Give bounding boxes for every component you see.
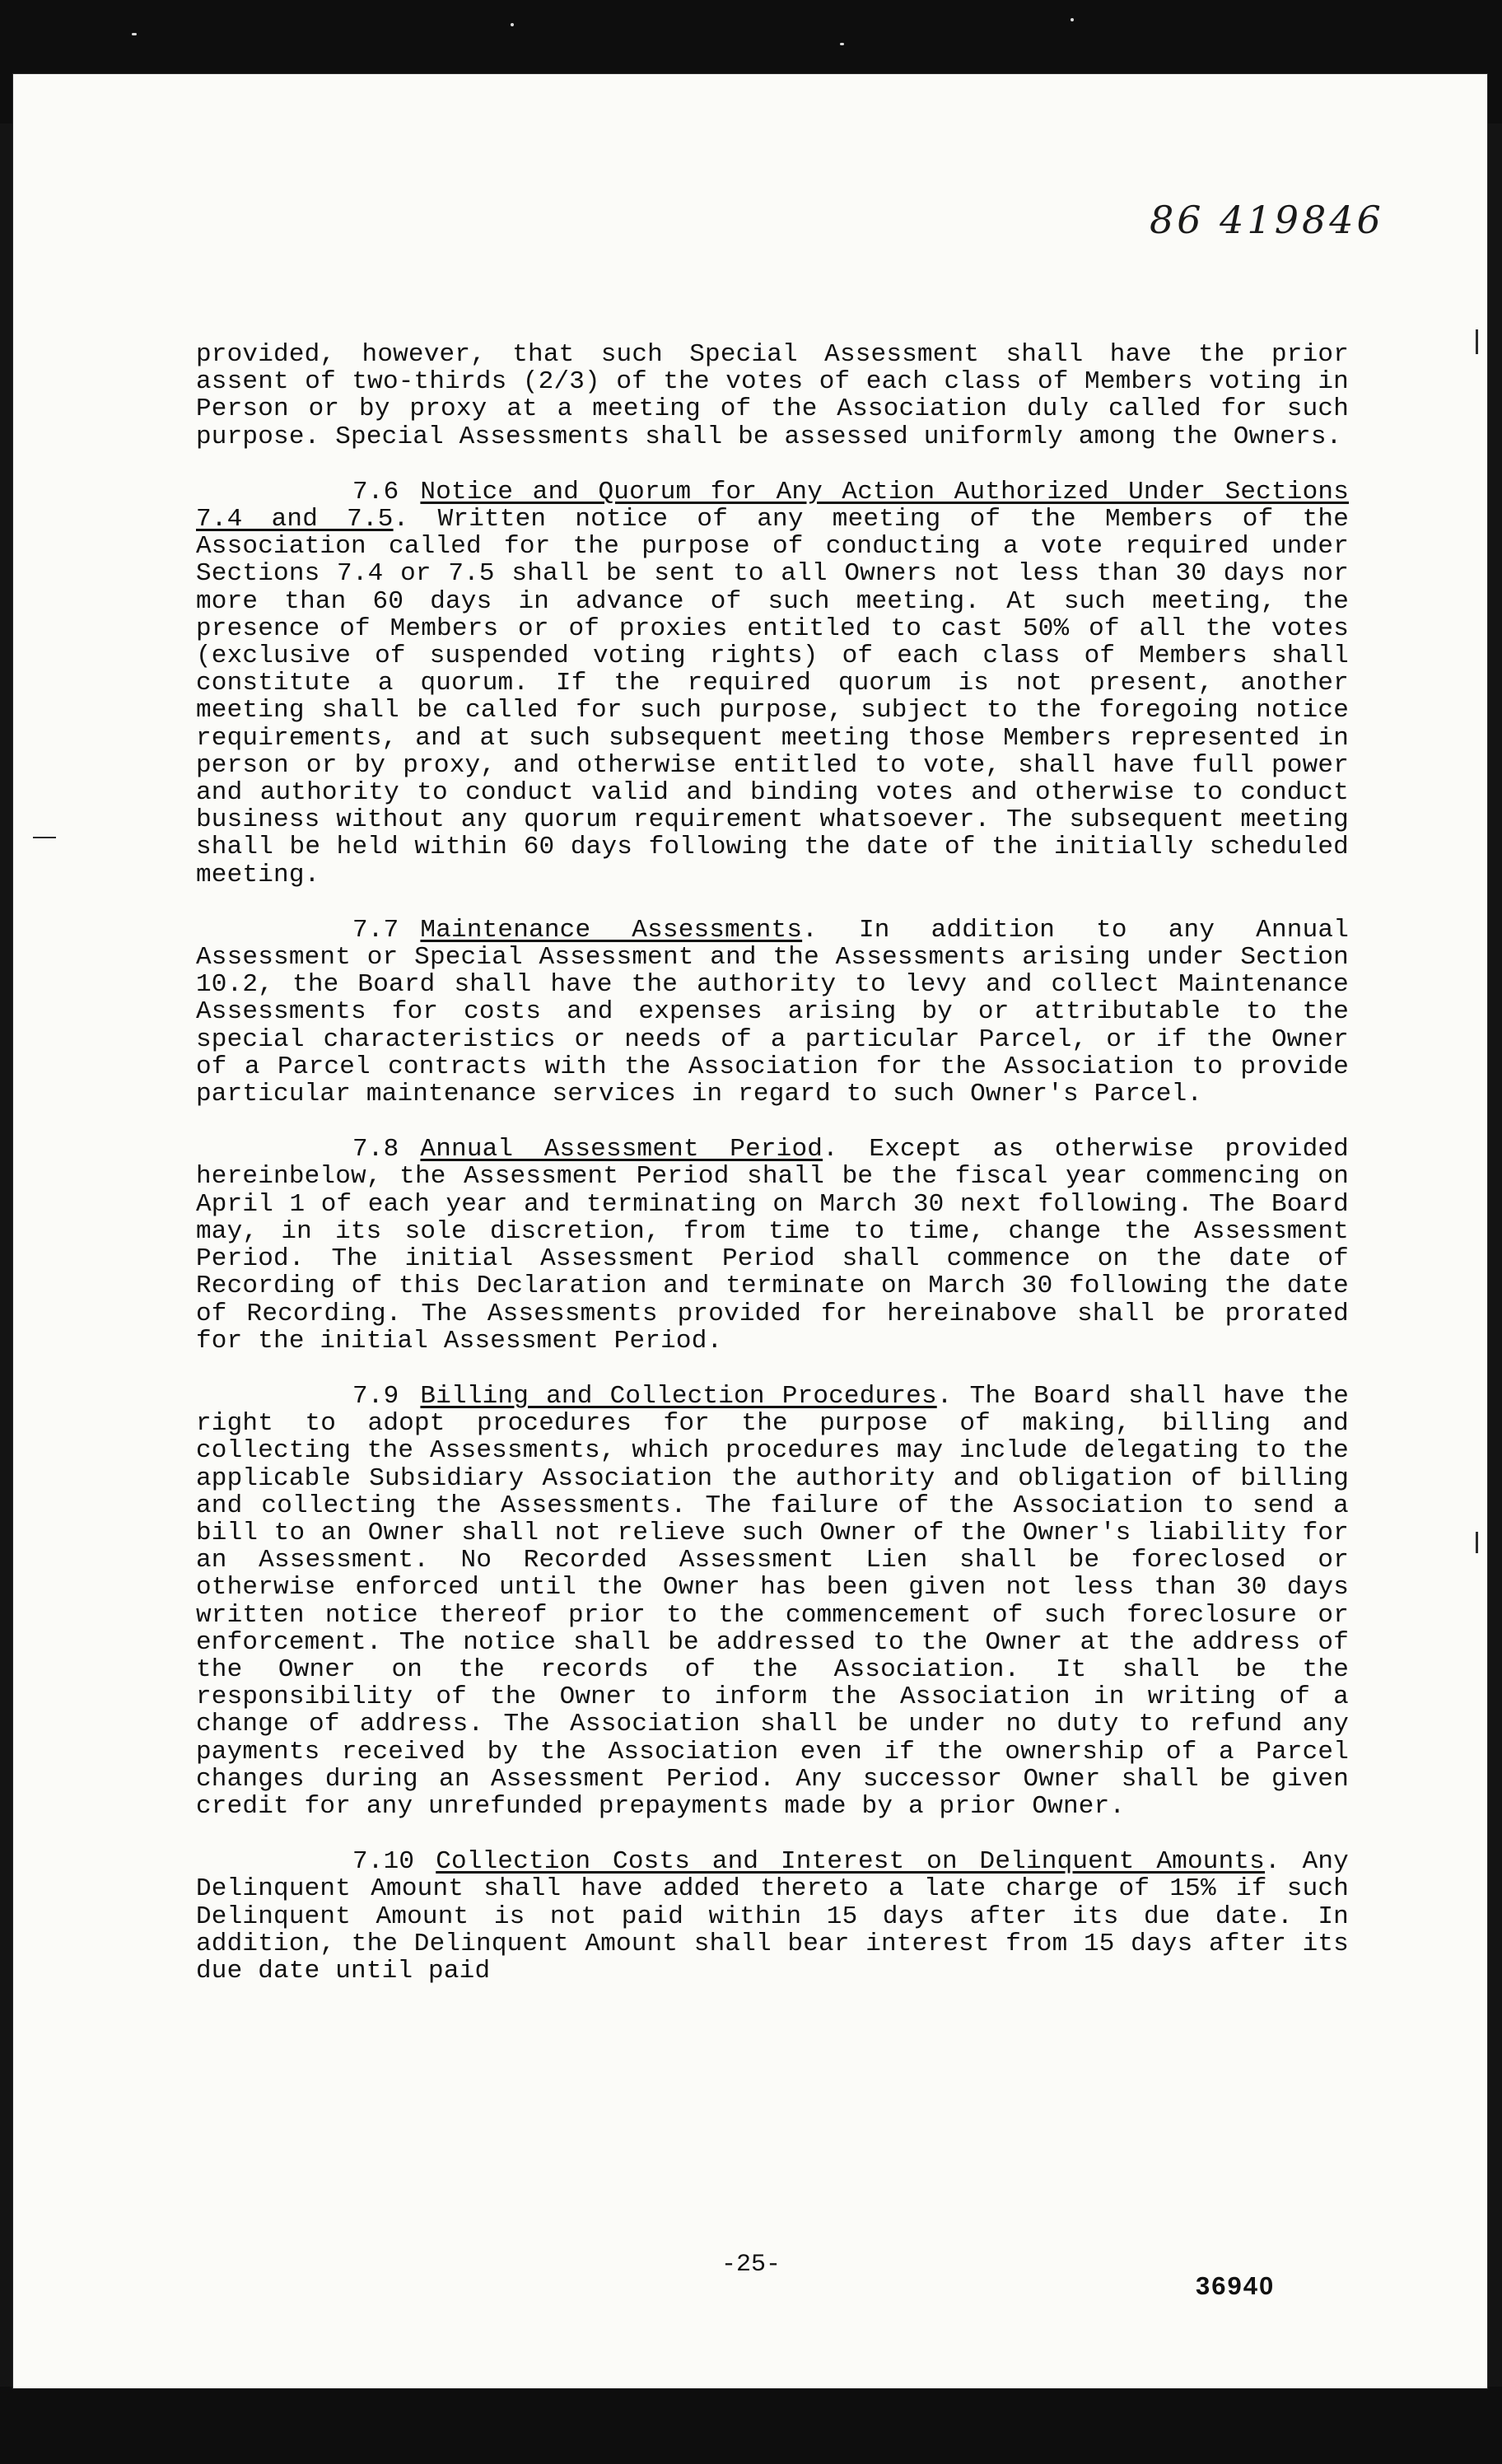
scan-speck: [511, 23, 514, 26]
section-text: The Board shall have the right to adopt procedures for the purpose of making, billing and collecting the Assessments, which procedures may include delegating to the applicable Subsidiary Association the authority and obligation of billing and collecting the Assessments. The failure of the Association to send a bill to an Owner shall not relieve such Owner of the Owner's liability for an Assessment. No Recorded Assessment Lien shall be foreclosed or otherwise enforced until the Owner has been given not less than 30 days written notice thereof prior to the commencement of such foreclosure or enforcement. The notice shall be addressed to the Owner at the address of the Owner on the records of the Association. It shall be the responsibility of the Owner to inform the Association in writing of a change of address. The Association shall be under no duty to refund any payments received by the Association even if the ownership of a Parcel changes during an Assessment Period. Any successor Owner shall be given credit for any unrefunded prepayments made by a prior Owner.: [196, 1381, 1350, 1821]
section-7-7: 7.7 Maintenance Assessments. In addition to any Annual Assessment or Special Assessment and the Assessments arising under Section 10.2, the Board shall have the authority to levy and collect Maintenance Assessments for costs and expenses arising by or attributable to the special characteristics or needs of a particular Parcel, or if the Owner of a Parcel contracts with the Association for the Association to provide particular maintenance services in regard to such Owner's Parcel.: [196, 915, 1349, 1109]
section-heading: Annual Assessment Period: [420, 1135, 823, 1164]
section-number: 7.10: [352, 1847, 415, 1877]
document-code: 36940: [1196, 2271, 1276, 2300]
section-number: 7.6: [352, 477, 399, 506]
scan-border-bottom: [0, 2387, 1502, 2464]
section-7-9: 7.9 Billing and Collection Procedures. The Board shall have the right to adopt procedures for the purpose of making, billing and collecting the Assessments, which procedures may include delegating to the applicable Subsidiary Association the authority and obligation of billing and collecting the Assessments. The failure of the Association to send a bill to an Owner shall not relieve such Owner of the Owner's liability for an Assessment. No Recorded Assessment Lien shall be foreclosed or otherwise enforced until the Owner has been given not less than 30 days written notice thereof prior to the commencement of such foreclosure or enforcement. The notice shall be addressed to the Owner at the address of the Owner on the records of the Association. It shall be the responsibility of the Owner to inform the Association in writing of a change of address. The Association shall be under no duty to refund any payments received by the Association even if the ownership of a Parcel changes during an Assessment Period. Any successor Owner shall be given credit for any unrefunded prepayments made by a prior Owner.: [196, 1381, 1350, 1821]
page-edge-mark: [1476, 1532, 1478, 1553]
scan-speck: [1071, 18, 1074, 21]
document-body: [196, 341, 1349, 2013]
section-text: Except as otherwise provided hereinbelow, the Assessment Period shall be the fiscal year commencing on April 1 of each year and terminating on March 30 next following. The Board may, in its sole discretion, from time to time, change the Assessment Period. The initial Assessment Period shall commence on the date of Recording of this Declaration and terminate on March 30 following the date of Recording. The Assessments provided for hereinabove shall be prorated for the initial Assessment Period.: [196, 1135, 1349, 1356]
scan-speck: [840, 43, 844, 45]
section-number: 7.9: [352, 1381, 399, 1411]
page-number: -25-: [721, 2251, 781, 2279]
paragraph-continuation: [196, 341, 1349, 450]
section-7-6: 7.6 Notice and Quorum for Any Action Authorized Under Sections 7.4 and 7.5. Written notice of any meeting of the Members of the Association called for the purpose of conducting a vote required under Sections 7.4 or 7.5 shall be sent to all Owners not less than 30 days nor more than 60 days in advance of such meeting. At such meeting, the presence of Members or of proxies entitled to cast 50% of all the votes (exclusive of suspended voting rights) of each class of Members shall constitute a quorum. If the required quorum is not present, another meeting shall be called for such purpose, subject to the foregoing notice requirements, and at such subsequent meeting those Members represented in person or by proxy, and otherwise entitled to vote, shall have full power and authority to conduct valid and binding votes and otherwise to conduct business without any quorum requirement whatsoever. The subsequent meeting shall be held within 60 days following the date of the initially scheduled meeting.: [196, 477, 1349, 889]
section-heading: Notice and Quorum for Any Action Authorized Under Sections 7.4 and 7.5: [196, 477, 1349, 534]
section-7-8: 7.8 Annual Assessment Period. Except as otherwise provided hereinbelow, the Assessment Period shall be the fiscal year commencing on April 1 of each year and terminating on March 30 next following. The Board may, in its sole discretion, from time to time, change the Assessment Period. The initial Assessment Period shall commence on the date of Recording of this Declaration and terminate on March 30 following the date of Recording. The Assessments provided for hereinabove shall be prorated for the initial Assessment Period.: [196, 1135, 1349, 1356]
paragraph-text: provided, however, that such Special Assessment shall have the prior assent of two-thirds (2/3) of the votes of each class of Members voting in Person or by proxy at a meeting of the Association duly called for such purpose. Special Assessments shall be assessed uniformly among the Owners.: [196, 340, 1349, 451]
scan-speck: [132, 33, 137, 35]
section-number: 7.7: [352, 915, 399, 945]
section-text: Any Delinquent Amount shall have added thereto a late charge of 15% if such Delinquent Amount is not paid within 15 days after its due date. In addition, the Delinquent Amount shall bear interest from 15 days after its due date until paid: [196, 1847, 1349, 1986]
section-heading: Collection Costs and Interest on Delinquent Amounts: [436, 1847, 1265, 1877]
section-text: Written notice of any meeting of the Members of the Association called for the purpose of conducting a vote required under Sections 7.4 or 7.5 shall be sent to all Owners not less than 30 days nor more than 60 days in advance of such meeting. At such meeting, the presence of Members or of proxies entitled to cast 50% of all the votes (exclusive of suspended voting rights) of each class of Members shall constitute a quorum. If the required quorum is not present, another meeting shall be called for such purpose, subject to the foregoing notice requirements, and at such subsequent meeting those Members represented in person or by proxy, and otherwise entitled to vote, shall have full power and authority to conduct valid and binding votes and otherwise to conduct business without any quorum requirement whatsoever. The subsequent meeting shall be held within 60 days following the date of the initially scheduled meeting.: [196, 505, 1349, 889]
section-text: In addition to any Annual Assessment or Special Assessment and the Assessments arising under Section 10.2, the Board shall have the authority to levy and collect Maintenance Assessments for costs and expenses arising by or attributable to the special characteristics or needs of a particular Parcel, or if the Owner of a Parcel contracts with the Association for the Association to provide particular maintenance services in regard to such Owner's Parcel.: [196, 915, 1349, 1109]
section-heading: Billing and Collection Procedures: [420, 1381, 937, 1411]
page-edge-mark: [33, 837, 56, 838]
section-7-10: 7.10 Collection Costs and Interest on Delinquent Amounts. Any Delinquent Amount shall have added thereto a late charge of 15% if such Delinquent Amount is not paid within 15 days after its due date. In addition, the Delinquent Amount shall bear interest from 15 days after its due date until paid: [196, 1847, 1349, 1986]
section-number: 7.8: [352, 1135, 399, 1164]
page-edge-mark: [1476, 329, 1478, 354]
document-stamp-number: 86 419846: [1150, 198, 1384, 242]
section-heading: Maintenance Assessments: [420, 915, 803, 945]
